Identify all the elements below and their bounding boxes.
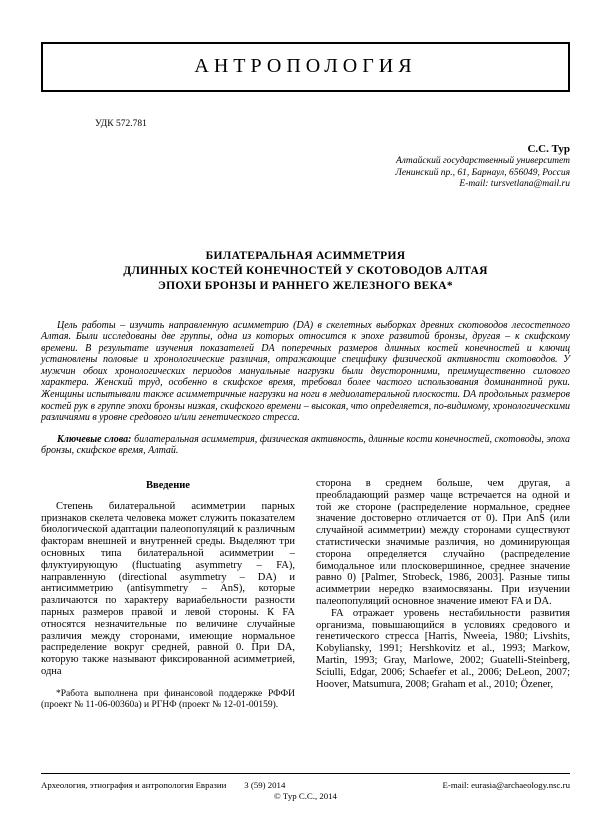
body-paragraph: сторона в среднем больше, чем другая, а преобладающий размер чаще встречается на одной и той же стороне (распределение нормальное, среднее значение достоверно отличается от 0). При AnS (или случайной асимметрии) между сторонами существуют статистически значимые различия, но доминирующая сторона определяется случайно (распределение бимодальное или плосковершинное, среднее значение равно 0) [Palmer, Strobeck, 1986, 2003]. Разные типы асимметрии нередко взаимосвязаны. При изучении палеопопуляций основное значение имеют FA и DA. [316, 478, 570, 607]
keywords-label: Ключевые слова: [57, 433, 132, 445]
author-name: С.С. Тур [527, 143, 570, 155]
section-title: АНТРОПОЛОГИЯ [194, 55, 417, 77]
body-columns [41, 478, 570, 711]
introduction-heading: Введение [146, 480, 190, 492]
paper-title-line1: БИЛАТЕРАЛЬНАЯ АСИММЕТРИЯ [205, 249, 406, 262]
paper-title-line3: ЭПОХИ БРОНЗЫ И РАННЕГО ЖЕЛЕЗНОГО ВЕКА* [158, 279, 453, 292]
footer-issue: 3 (59) 2014 [244, 780, 286, 790]
footer-journal-block [41, 780, 285, 791]
keywords-text: билатеральная асимметрия, физическая активность, длинные кости конечностей, скотоводы, эпоха бронзы, скифское время, Алтай. [41, 433, 570, 457]
udc-code: УДК 572.781 [95, 119, 147, 129]
funding-footnote: *Работа выполнена при финансовой поддержке РФФИ (проект № 11-06-00360а) и РГНФ (проект № 12-01-00159). [41, 688, 295, 710]
paper-title [0, 249, 611, 294]
footer-journal-title: Археология, этнография и антропология Евразии [41, 780, 227, 790]
keywords-block [41, 434, 570, 457]
footer-email: E-mail: eurasia@archaeology.nsc.ru [442, 780, 570, 790]
author-address: Ленинский пр., 61, Барнаул, 656049, Россия [395, 167, 570, 178]
section-banner [41, 42, 570, 92]
author-affiliation: Алтайский государственный университет [395, 156, 570, 166]
footer-divider [41, 773, 570, 774]
footer-copyright: © Тур С.С., 2014 [274, 791, 337, 801]
abstract-text: Цель работы – изучить направленную асимметрию (DA) в скелетных выборках древних скотоводов лесостепного Алтая. Были исследованы две группы, одна из которых относится к эпохе развитой бронзы, другая – к скифскому времени. В результате изучения показателей DA поперечных размеров длинных костей конечностей и ключиц установлены половые и хронологические различия, отражающие специфику физической активности скотоводов. У мужчин обоих хронологических периодов мануальные нагрузки были двусторонними, преимущественно силового характера. Женский труд, особенно в скифское время, требовал более частого использования доминантной руки. Женщины испытывали также асимметричные нагрузки на ноги в медиолатеральной плоскости. DA продольных размеров костей рук в группе эпохи бронзы низкая, скифского времени – высокая, что определяется, по-видимому, хронологическими различиями в уровне средового и/или генетического стресса. [41, 319, 570, 424]
body-paragraph: Степень билатеральной асимметрии парных признаков скелета человека может служить показателем биологической адаптации палеопопуляций к различным факторам внешней и внутренней среды. Выделяют три основных типа билатеральной асимметрии – флуктуирующую (fluctuating asymmetry – FA), направленную (directional asymmetry – DA) и антисимметрию (antisymmetry – AnS), которые различаются по характеру вариабельности разности парных размеров правой и левой стороны. К FA относятся незначительные по величине случайные различия между сторонами, имеющие нормальное распределение вокруг средней, равной 0. При DA, которую также называют фиксированной асимметрией, одна [41, 500, 295, 677]
page-footer [41, 773, 570, 802]
author-email: E-mail: tursvetlana@mail.ru [459, 179, 570, 189]
paper-title-line2: ДЛИННЫХ КОСТЕЙ КОНЕЧНОСТЕЙ У СКОТОВОДОВ АЛТАЯ [123, 264, 488, 277]
footer-line1 [41, 780, 570, 791]
right-column [316, 478, 570, 711]
left-column [41, 478, 295, 711]
author-block [41, 142, 570, 191]
body-paragraph: FA отражает уровень нестабильности развития организма, повышающийся в условиях средового и генетического стресса [Harris, Nweeia, 1980; Livshits, Kobyliansky, 1991; Hershkovitz et al., 1993; Markow, Martin, 1993; Gray, Marlowe, 2002; Guatelli-Steinberg, Sciulli, Edgar, 2006; Schaefer et al., 2006; DeLeon, 2007; Hoover, Matsumura, 2008; Graham et al., 2010; Özener, [316, 607, 570, 690]
